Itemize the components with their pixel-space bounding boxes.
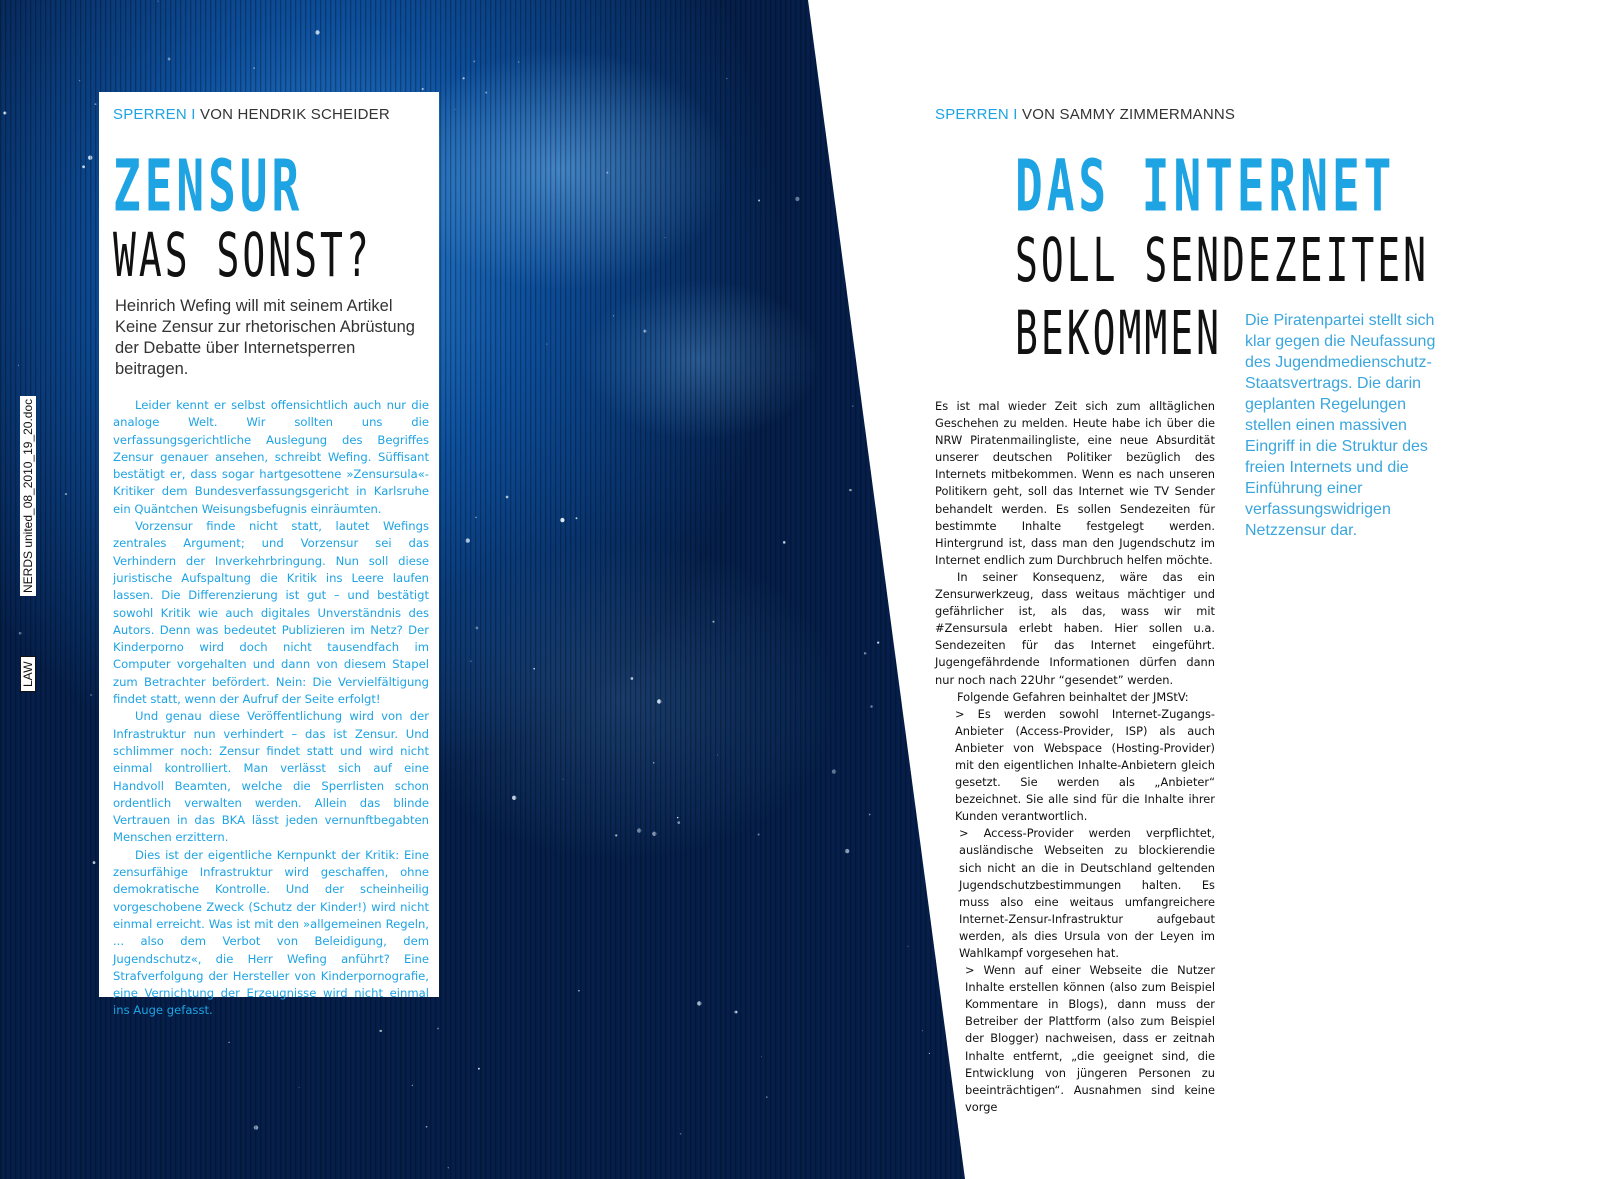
right-paragraph: In seiner Konsequenz, wäre das ein Zensurwerkzeug, dass weitaus mächtiger und gefährlicher ist, als das, wass wir mit #Zensursula erlebt haben. Hier sollen u.a. Sendezeiten für das Internet eingeführt. Jugengefährdende Informationen dürfen dann nur noch nach 22Uhr “gesendet” werden.	[935, 569, 1215, 687]
right-title-main: DAS INTERNET	[1015, 143, 1396, 228]
right-list-item: > Es werden sowohl Internet-Zugangs-Anbieter (Access-Provider, ISP) als auch Anbieter von Webspace (Hosting-Provider) mit den eigentlichen Inhalte-Anbietern gleich gesetzt. Sie werden als „Anbieter“ bezeichnet. Sie alle sind für die Inhalte ihrer Kunden verantwortlich.	[955, 706, 1215, 824]
right-kicker-separator: I	[1008, 106, 1023, 123]
right-list-item: > Access-Provider werden verpflichtet, ausländische Webseiten zu blockierendie sich nicht an die in Deutschland geltenden Jugendschutzbestimmungen halten. Es muss also eine weitaus umfangreichere Internet-Zensur-Infrastruktur aufgebaut werden, als dies Ursula von der Leyen im Wahlkampf vorgesehen hat.	[959, 826, 1215, 960]
left-paragraph: Vorzensur finde nicht statt, lautet Wefings zentrales Argument; und Vorzensur sei das Verhindern der Inverkehrbringung. Nun soll diese juristische Aufspaltung die Kritik ins Leere laufen lassen. Die Differenzierung ist gut – und bestätigt sowohl Kritik wie auch digitales Unverständnis des Autors. Denn was bedeutet Publizieren im Netz? Der Kinderporno wird doch nicht tausendfach im Computer vorgehalten und dann von diesem Stapel zum Betrachter befördert. Nein: Die Vervielfältigung findet statt, wenn der Aufruf der Seite erfolgt!	[113, 519, 429, 707]
right-title-sub-line1: SOLL SENDEZEITEN	[1015, 225, 1430, 296]
right-title-sub-line2: BEKOMMEN	[1015, 298, 1223, 369]
right-body-text	[935, 398, 1215, 1116]
right-list-item: > Wenn auf einer Webseite die Nutzer Inhalte erstellen können (also zum Beispiel Kommentare in Blogs), dann muss der Betreiber der Plattform (also zum Beispiel der Blogger) nachweisen, dass er zeitnah Inhalte entfernt, „die geeignet sind, die Entwicklung von jüngeren Personen zu beeinträchtigen“. Ausnahmen sind keine vorge	[965, 963, 1215, 1114]
star-dot	[919, 604, 923, 608]
left-title-main: ZENSUR	[113, 143, 304, 228]
right-sidebar-lead: Die Piratenpartei stellt sich klar gegen die Neufassung des Jugendmedienschutz-Staatsvertrags. Die darin geplanten Regelungen stellen einen massiven Eingriff in die Struktur des freien Internets und die Einführung einer verfassungswidrigen Netzzensur dar.	[1245, 312, 1436, 539]
right-paragraph: Es ist mal wieder Zeit sich zum alltäglichen Geschehen zu melden. Heute habe ich über die NRW Piratenmailingliste, eine neue Absurdität unserer deutschen Politiker bezüglich des Internets mitbekommen. Wenn es nach unseren Politikern geht, soll das Internet wie TV Sender behandelt werden. Es sollen Sendezeiten für bestimmte Inhalte festgelegt werden. Hintergrund ist, dass man den Jugendschutz im Internet endlich zum Durchbruch helfen möchte.	[935, 399, 1215, 567]
left-lead-text: Heinrich Wefing will mit seinem Artikel Keine Zensur zur rhetorischen Abrüstung der Debatte über Internetsperren beitragen.	[115, 297, 415, 378]
star-dot	[881, 113, 884, 116]
right-kicker	[935, 106, 1235, 123]
left-kicker-separator: I	[186, 106, 201, 123]
left-paragraph: Dies ist der eigentliche Kernpunkt der Kritik: Eine zensurfähige Infrastruktur wird geschaffen, ohne demokratische Kontrolle. Und der scheinheilig vorgeschobene Zweck (Schutz der Kinder!) wird nicht einmal erreicht. Was ist mit den »allgemeinen Regeln, ... also dem Verbot von Beleidigung, dem Jugendschutz«, die Herr Wefing anführt? Eine Strafverfolgung der Hersteller von Kinderpornografie, eine Vernichtung der Erzeugnisse wird nicht einmal ins Auge gefasst.	[113, 847, 429, 1018]
left-kicker-author: VON HENDRIK SCHEIDER	[200, 106, 390, 123]
spine-filename-label: NERDS united_08_2010_19_20.doc	[20, 396, 36, 596]
right-paragraph: Folgende Gefahren beinhaltet der JMStV:	[957, 689, 1189, 704]
star-dot	[906, 419, 908, 421]
left-kicker-section: SPERREN	[113, 106, 187, 123]
left-paragraph: Leider kennt er selbst offensichtlich auch nur die analoge Welt. Wir sollten uns die verfassungsgerichtliche Auslegung des Begriffes Zensur genauer ansehen, schreibt Wefing. Süffisant bestätigt er, dass sogar hartgesottene »Zensursula«-Kritiker dem Bundesverfassungsgericht in Karlsruhe ein Quäntchen Weisungsbefugnis einräumten.	[113, 398, 429, 516]
spine-section-label: LAW	[20, 656, 36, 692]
star-dot	[928, 797, 929, 798]
left-kicker	[113, 106, 390, 123]
left-title-sub: WAS SONST?	[113, 220, 372, 291]
left-body-text	[113, 397, 429, 1020]
left-paragraph: Und genau diese Veröffentlichung wird von der Infrastruktur nun verhindert – das ist Zensur. Und schlimmer noch: Zensur findet statt und wird nicht einmal kontrolliert. Man verlässt sich auf eine Handvoll Beamten, welche die Sperrlisten schon ordentlich verwalten werden. Allein das blinde Vertrauen in das BKA lässt jeden vernunftbegabten Menschen erzittern.	[113, 709, 429, 845]
right-kicker-section: SPERREN	[935, 106, 1009, 123]
right-kicker-author: VON SAMMY ZIMMERMANNS	[1022, 106, 1236, 123]
left-article-card	[99, 92, 439, 1018]
star-dot	[887, 530, 889, 532]
star-dot	[951, 134, 953, 136]
